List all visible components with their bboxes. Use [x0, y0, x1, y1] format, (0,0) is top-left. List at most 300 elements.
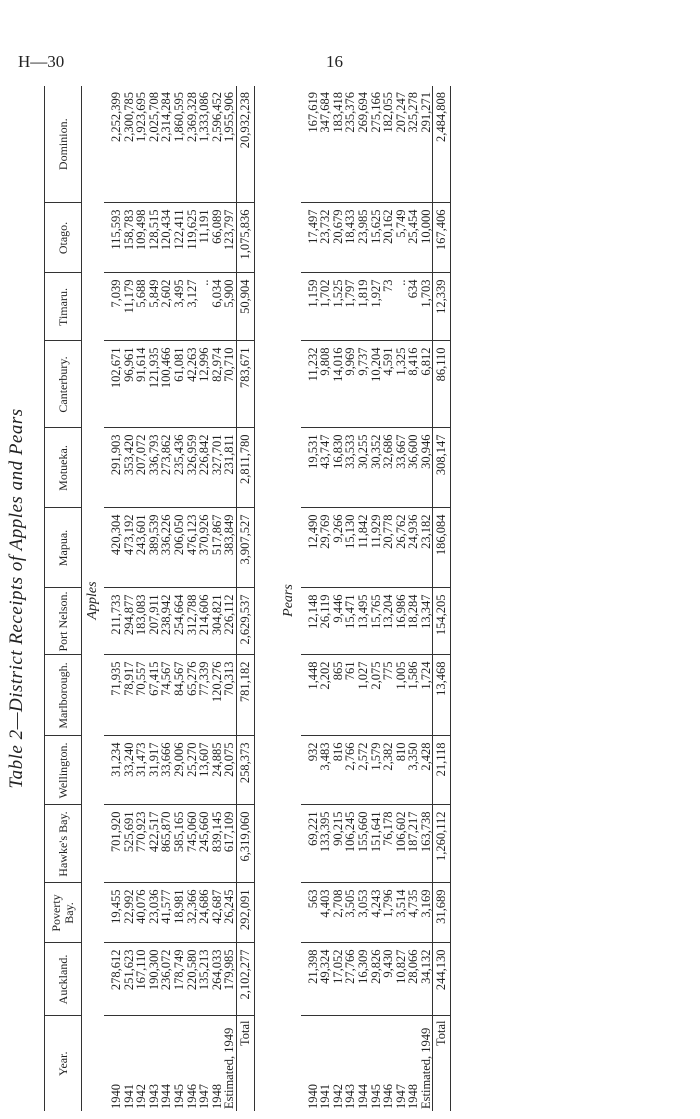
- value-cell: 4,591: [382, 341, 395, 428]
- value-cell: 2,075: [370, 655, 383, 736]
- value-cell: 26,245: [223, 883, 236, 943]
- value-cell: 42,263: [186, 341, 199, 428]
- value-cell: 9,737: [357, 341, 370, 428]
- value-cell: 18,284: [407, 588, 420, 655]
- value-cell: 585,165: [173, 805, 186, 883]
- value-cell: 49,324: [319, 943, 332, 1016]
- value-cell: 26,762: [395, 508, 408, 588]
- value-cell: 810: [395, 736, 408, 805]
- value-cell: 120,276: [211, 655, 224, 736]
- section-title: Apples: [84, 581, 100, 620]
- value-cell: 23,182: [420, 508, 433, 588]
- total-cell: 1,075,836: [236, 203, 254, 273]
- value-cell: 67,415: [148, 655, 161, 736]
- value-cell: 15,130: [344, 508, 357, 588]
- value-cell: 20,679: [332, 203, 345, 273]
- total-cell: 2,102,277: [236, 943, 254, 1016]
- value-cell: 1,724: [420, 655, 433, 736]
- year-cell: 1940: [305, 1084, 320, 1109]
- value-cell: 476,123: [186, 508, 199, 588]
- value-cell: 6,812: [420, 341, 433, 428]
- value-cell: 30,352: [370, 428, 383, 508]
- value-cell: 231,811: [223, 428, 236, 508]
- value-cell: 33,533: [344, 428, 357, 508]
- value-cell: 29,006: [173, 736, 186, 805]
- value-cell: 61,081: [173, 341, 186, 428]
- column-header: Dominion.: [45, 86, 82, 203]
- value-cell: 31,234: [104, 736, 123, 805]
- value-cell: 226,112: [223, 588, 236, 655]
- total-cell: 21,118: [433, 736, 451, 805]
- value-cell: 5,749: [395, 203, 408, 273]
- value-cell: 251,623: [123, 943, 136, 1016]
- value-cell: 9,446: [332, 588, 345, 655]
- page-code: H—30: [18, 52, 65, 71]
- year-cell: 1943: [146, 1084, 161, 1109]
- value-cell: 383,849: [223, 508, 236, 588]
- year-cell: 1942: [134, 1084, 149, 1109]
- total-cell: 1,260,112: [433, 805, 451, 883]
- value-cell: 18,433: [344, 203, 357, 273]
- value-cell: 617,109: [223, 805, 236, 883]
- value-cell: 11,179: [123, 273, 136, 341]
- year-cell: 1946: [184, 1084, 199, 1109]
- value-cell: 167,110: [135, 943, 148, 1016]
- value-cell: 3,350: [407, 736, 420, 805]
- value-cell: 30,255: [357, 428, 370, 508]
- total-cell: 167,406: [433, 203, 451, 273]
- value-cell: 10,000: [420, 203, 433, 273]
- value-cell: 211,733: [104, 588, 123, 655]
- value-cell: 291,271: [420, 86, 433, 203]
- total-row: [236, 86, 254, 1111]
- value-cell: 2,369,328: [186, 86, 199, 203]
- value-cell: 27,766: [344, 943, 357, 1016]
- value-cell: 163,738: [420, 805, 433, 883]
- district-receipts-table: [44, 86, 451, 1111]
- value-cell: 11,232: [301, 341, 320, 428]
- value-cell: 31,473: [135, 736, 148, 805]
- value-cell: 100,466: [160, 341, 173, 428]
- value-cell: 183,083: [135, 588, 148, 655]
- value-cell: 207,072: [135, 428, 148, 508]
- value-cell: 73: [382, 273, 395, 341]
- value-cell: 15,625: [370, 203, 383, 273]
- value-cell: 326,959: [186, 428, 199, 508]
- value-cell: 33,667: [395, 428, 408, 508]
- value-cell: 236,072: [160, 943, 173, 1016]
- value-cell: 16,309: [357, 943, 370, 1016]
- value-cell: 563: [301, 883, 320, 943]
- value-cell: 32,366: [186, 883, 199, 943]
- value-cell: 20,075: [223, 736, 236, 805]
- value-cell: 9,969: [344, 341, 357, 428]
- column-header: Canterbury.: [45, 341, 82, 428]
- total-cell: 6,319,060: [236, 805, 254, 883]
- value-cell: 16,986: [395, 588, 408, 655]
- value-cell: 74,567: [160, 655, 173, 736]
- value-cell: 1,927: [370, 273, 383, 341]
- value-cell: 17,497: [301, 203, 320, 273]
- value-cell: 19,531: [301, 428, 320, 508]
- year-cell: 1944: [355, 1084, 370, 1109]
- value-cell: 65,276: [186, 655, 199, 736]
- column-header: Motueka.: [45, 428, 82, 508]
- column-header: Year.: [45, 1016, 82, 1111]
- value-cell: 517,867: [211, 508, 224, 588]
- year-cell: 1944: [159, 1084, 174, 1109]
- value-cell: 1,005: [395, 655, 408, 736]
- value-cell: 178,749: [173, 943, 186, 1016]
- value-cell: 23,036: [148, 883, 161, 943]
- value-cell: 18,981: [173, 883, 186, 943]
- value-cell: 91,614: [135, 341, 148, 428]
- year-cell: 1942: [330, 1084, 345, 1109]
- total-cell: 12,339: [433, 273, 451, 341]
- value-cell: 2,025,708: [148, 86, 161, 203]
- value-cell: 2,596,452: [211, 86, 224, 203]
- value-cell: 128,515: [148, 203, 161, 273]
- value-cell: 207,911: [148, 588, 161, 655]
- value-cell: 336,226: [160, 508, 173, 588]
- table-row: [407, 86, 420, 1111]
- value-cell: 1,819: [357, 273, 370, 341]
- value-cell: 2,428: [420, 736, 433, 805]
- value-cell: 3,127: [186, 273, 199, 341]
- column-header: Hawke's Bay.: [45, 805, 82, 883]
- value-cell: 2,252,399: [104, 86, 123, 203]
- year-cell: 1946: [381, 1084, 396, 1109]
- value-cell: 120,434: [160, 203, 173, 273]
- value-cell: 13,607: [198, 736, 211, 805]
- value-cell: 11,929: [370, 508, 383, 588]
- year-cell: 1947: [393, 1084, 408, 1109]
- value-cell: 40,076: [135, 883, 148, 943]
- value-cell: 102,671: [104, 341, 123, 428]
- value-cell: 179,985: [223, 943, 236, 1016]
- value-cell: 183,418: [332, 86, 345, 203]
- column-header: Timaru.: [45, 273, 82, 341]
- value-cell: ..: [395, 273, 408, 341]
- total-cell: 781,182: [236, 655, 254, 736]
- value-cell: 43,747: [319, 428, 332, 508]
- value-cell: 312,788: [186, 588, 199, 655]
- value-cell: 29,826: [370, 943, 383, 1016]
- value-cell: 3,053: [357, 883, 370, 943]
- value-cell: 1,586: [407, 655, 420, 736]
- value-cell: 70,557: [135, 655, 148, 736]
- value-cell: 745,060: [186, 805, 199, 883]
- value-cell: 23,732: [319, 203, 332, 273]
- value-cell: 9,808: [319, 341, 332, 428]
- value-cell: 24,885: [211, 736, 224, 805]
- column-header: Poverty Bay.: [45, 883, 82, 943]
- value-cell: 133,395: [319, 805, 332, 883]
- value-cell: 32,686: [382, 428, 395, 508]
- total-cell: 308,147: [433, 428, 451, 508]
- value-cell: 3,495: [173, 273, 186, 341]
- value-cell: 96,961: [123, 341, 136, 428]
- value-cell: 12,996: [198, 341, 211, 428]
- table-row: [223, 86, 236, 1111]
- value-cell: 25,454: [407, 203, 420, 273]
- value-cell: 36,600: [407, 428, 420, 508]
- total-cell: 2,811,780: [236, 428, 254, 508]
- value-cell: 226,842: [198, 428, 211, 508]
- column-header: Mapua.: [45, 508, 82, 588]
- value-cell: 41,577: [160, 883, 173, 943]
- value-cell: 12,148: [301, 588, 320, 655]
- value-cell: 11,191: [198, 203, 211, 273]
- value-cell: 525,691: [123, 805, 136, 883]
- value-cell: 30,946: [420, 428, 433, 508]
- value-cell: 28,066: [407, 943, 420, 1016]
- total-cell: 2,484,808: [433, 86, 451, 203]
- value-cell: 115,593: [104, 203, 123, 273]
- year-cell: 1941: [121, 1084, 136, 1109]
- table-row: [420, 86, 433, 1111]
- total-cell: 186,084: [433, 508, 451, 588]
- year-cell: Estimated, 1949: [222, 1027, 237, 1109]
- value-cell: 220,580: [186, 943, 199, 1016]
- value-cell: 420,304: [104, 508, 123, 588]
- value-cell: 77,339: [198, 655, 211, 736]
- column-header: Marlborough.: [45, 655, 82, 736]
- value-cell: 5,849: [148, 273, 161, 341]
- value-cell: 76,178: [382, 805, 395, 883]
- value-cell: 9,430: [382, 943, 395, 1016]
- rotated-table-block: [0, 86, 610, 1111]
- value-cell: 1,955,906: [223, 86, 236, 203]
- value-cell: 4,403: [319, 883, 332, 943]
- total-cell: 258,373: [236, 736, 254, 805]
- total-cell: 244,130: [433, 943, 451, 1016]
- value-cell: 243,601: [135, 508, 148, 588]
- value-cell: 71,935: [104, 655, 123, 736]
- total-label: Total: [433, 1016, 451, 1111]
- total-cell: 50,904: [236, 273, 254, 341]
- value-cell: 33,240: [123, 736, 136, 805]
- column-header: Otago.: [45, 203, 82, 273]
- value-cell: 9,266: [332, 508, 345, 588]
- value-cell: 182,055: [382, 86, 395, 203]
- value-cell: 304,821: [211, 588, 224, 655]
- value-cell: 3,505: [344, 883, 357, 943]
- page-number: 16: [326, 52, 343, 71]
- value-cell: 10,827: [395, 943, 408, 1016]
- table-row: [382, 86, 395, 1111]
- value-cell: 1,579: [370, 736, 383, 805]
- value-cell: 269,694: [357, 86, 370, 203]
- table-row: [104, 86, 123, 1111]
- value-cell: 106,602: [395, 805, 408, 883]
- table-caption: Table 2—District Receipts of Apples and Pears: [6, 408, 27, 789]
- year-cell: Estimated, 1949: [418, 1027, 433, 1109]
- value-cell: 294,877: [123, 588, 136, 655]
- value-cell: 15,471: [344, 588, 357, 655]
- value-cell: 327,701: [211, 428, 224, 508]
- total-cell: 31,689: [433, 883, 451, 943]
- value-cell: 121,935: [148, 341, 161, 428]
- table-row: [173, 86, 186, 1111]
- value-cell: 13,495: [357, 588, 370, 655]
- value-cell: 7,039: [104, 273, 123, 341]
- column-header: Wellington.: [45, 736, 82, 805]
- value-cell: 33,666: [160, 736, 173, 805]
- total-cell: 292,091: [236, 883, 254, 943]
- value-cell: 1,333,086: [198, 86, 211, 203]
- value-cell: 235,436: [173, 428, 186, 508]
- year-cell: 1940: [109, 1084, 123, 1109]
- value-cell: 3,483: [319, 736, 332, 805]
- column-header: Port Nelson.: [45, 588, 82, 655]
- value-cell: 20,162: [382, 203, 395, 273]
- value-cell: 29,769: [319, 508, 332, 588]
- value-cell: 254,664: [173, 588, 186, 655]
- year-cell: 1945: [171, 1084, 186, 1109]
- value-cell: 1,525: [332, 273, 345, 341]
- year-cell: 1943: [343, 1084, 358, 1109]
- value-cell: 10,204: [370, 341, 383, 428]
- value-cell: 865,870: [160, 805, 173, 883]
- value-cell: 1,703: [420, 273, 433, 341]
- value-cell: 5,688: [135, 273, 148, 341]
- value-cell: 17,052: [332, 943, 345, 1016]
- value-cell: 24,936: [407, 508, 420, 588]
- value-cell: 2,708: [332, 883, 345, 943]
- value-cell: 5,900: [223, 273, 236, 341]
- table-body: [82, 86, 451, 1111]
- value-cell: 106,245: [344, 805, 357, 883]
- value-cell: 21,398: [301, 943, 320, 1016]
- value-cell: 4,243: [370, 883, 383, 943]
- value-cell: 347,684: [319, 86, 332, 203]
- value-cell: 2,766: [344, 736, 357, 805]
- value-cell: 2,572: [357, 736, 370, 805]
- value-cell: 2,314,284: [160, 86, 173, 203]
- value-cell: 932: [301, 736, 320, 805]
- table-header-row: [45, 86, 82, 1111]
- value-cell: 24,686: [198, 883, 211, 943]
- value-cell: 839,145: [211, 805, 224, 883]
- column-header: Auckland.: [45, 943, 82, 1016]
- value-cell: 15,765: [370, 588, 383, 655]
- value-cell: 26,119: [319, 588, 332, 655]
- value-cell: 20,778: [382, 508, 395, 588]
- value-cell: 1,702: [319, 273, 332, 341]
- value-cell: 109,498: [135, 203, 148, 273]
- section-title: Pears: [281, 584, 297, 617]
- value-cell: 23,985: [357, 203, 370, 273]
- total-cell: 20,932,238: [236, 86, 254, 203]
- value-cell: 353,420: [123, 428, 136, 508]
- value-cell: 31,917: [148, 736, 161, 805]
- value-cell: 1,797: [344, 273, 357, 341]
- total-cell: 154,205: [433, 588, 451, 655]
- value-cell: 12,490: [301, 508, 320, 588]
- value-cell: 1,923,695: [135, 86, 148, 203]
- value-cell: 119,625: [186, 203, 199, 273]
- value-cell: 167,619: [301, 86, 320, 203]
- value-cell: 123,797: [223, 203, 236, 273]
- total-row: [433, 86, 451, 1111]
- value-cell: 158,783: [123, 203, 136, 273]
- value-cell: 245,660: [198, 805, 211, 883]
- total-cell: 3,907,527: [236, 508, 254, 588]
- value-cell: ..: [198, 273, 211, 341]
- value-cell: 2,300,785: [123, 86, 136, 203]
- value-cell: 78,917: [123, 655, 136, 736]
- value-cell: 278,612: [104, 943, 123, 1016]
- table-row: [135, 86, 148, 1111]
- total-cell: 13,468: [433, 655, 451, 736]
- value-cell: 2,602: [160, 273, 173, 341]
- value-cell: 6,034: [211, 273, 224, 341]
- value-cell: 264,033: [211, 943, 224, 1016]
- value-cell: 135,213: [198, 943, 211, 1016]
- table-row: [357, 86, 370, 1111]
- value-cell: 69,221: [301, 805, 320, 883]
- value-cell: 206,050: [173, 508, 186, 588]
- value-cell: 122,411: [173, 203, 186, 273]
- value-cell: 4,735: [407, 883, 420, 943]
- year-cell: 1947: [197, 1084, 212, 1109]
- value-cell: 370,926: [198, 508, 211, 588]
- value-cell: 634: [407, 273, 420, 341]
- value-cell: 42,687: [211, 883, 224, 943]
- value-cell: 84,567: [173, 655, 186, 736]
- section-spacer: [254, 86, 279, 1111]
- total-label: Total: [236, 1016, 254, 1111]
- value-cell: 14,016: [332, 341, 345, 428]
- value-cell: 701,920: [104, 805, 123, 883]
- value-cell: 90,215: [332, 805, 345, 883]
- value-cell: 273,862: [160, 428, 173, 508]
- value-cell: 422,517: [148, 805, 161, 883]
- value-cell: 761: [344, 655, 357, 736]
- value-cell: 34,132: [420, 943, 433, 1016]
- value-cell: 770,923: [135, 805, 148, 883]
- value-cell: 66,089: [211, 203, 224, 273]
- value-cell: 70,710: [223, 341, 236, 428]
- value-cell: 1,860,595: [173, 86, 186, 203]
- value-cell: 238,942: [160, 588, 173, 655]
- value-cell: 1,325: [395, 341, 408, 428]
- value-cell: 1,448: [301, 655, 320, 736]
- value-cell: 3,169: [420, 883, 433, 943]
- value-cell: 187,217: [407, 805, 420, 883]
- value-cell: 1,159: [301, 273, 320, 341]
- value-cell: 70,313: [223, 655, 236, 736]
- value-cell: 1,796: [382, 883, 395, 943]
- table-row: [319, 86, 332, 1111]
- value-cell: 1,027: [357, 655, 370, 736]
- table-row: [198, 86, 211, 1111]
- value-cell: 151,641: [370, 805, 383, 883]
- value-cell: 8,416: [407, 341, 420, 428]
- value-cell: 816: [332, 736, 345, 805]
- value-cell: 865: [332, 655, 345, 736]
- value-cell: 190,300: [148, 943, 161, 1016]
- value-cell: 336,793: [148, 428, 161, 508]
- value-cell: 13,204: [382, 588, 395, 655]
- value-cell: 13,347: [420, 588, 433, 655]
- value-cell: 207,247: [395, 86, 408, 203]
- total-cell: 783,671: [236, 341, 254, 428]
- value-cell: 19,455: [104, 883, 123, 943]
- value-cell: 291,903: [104, 428, 123, 508]
- year-cell: 1945: [368, 1084, 383, 1109]
